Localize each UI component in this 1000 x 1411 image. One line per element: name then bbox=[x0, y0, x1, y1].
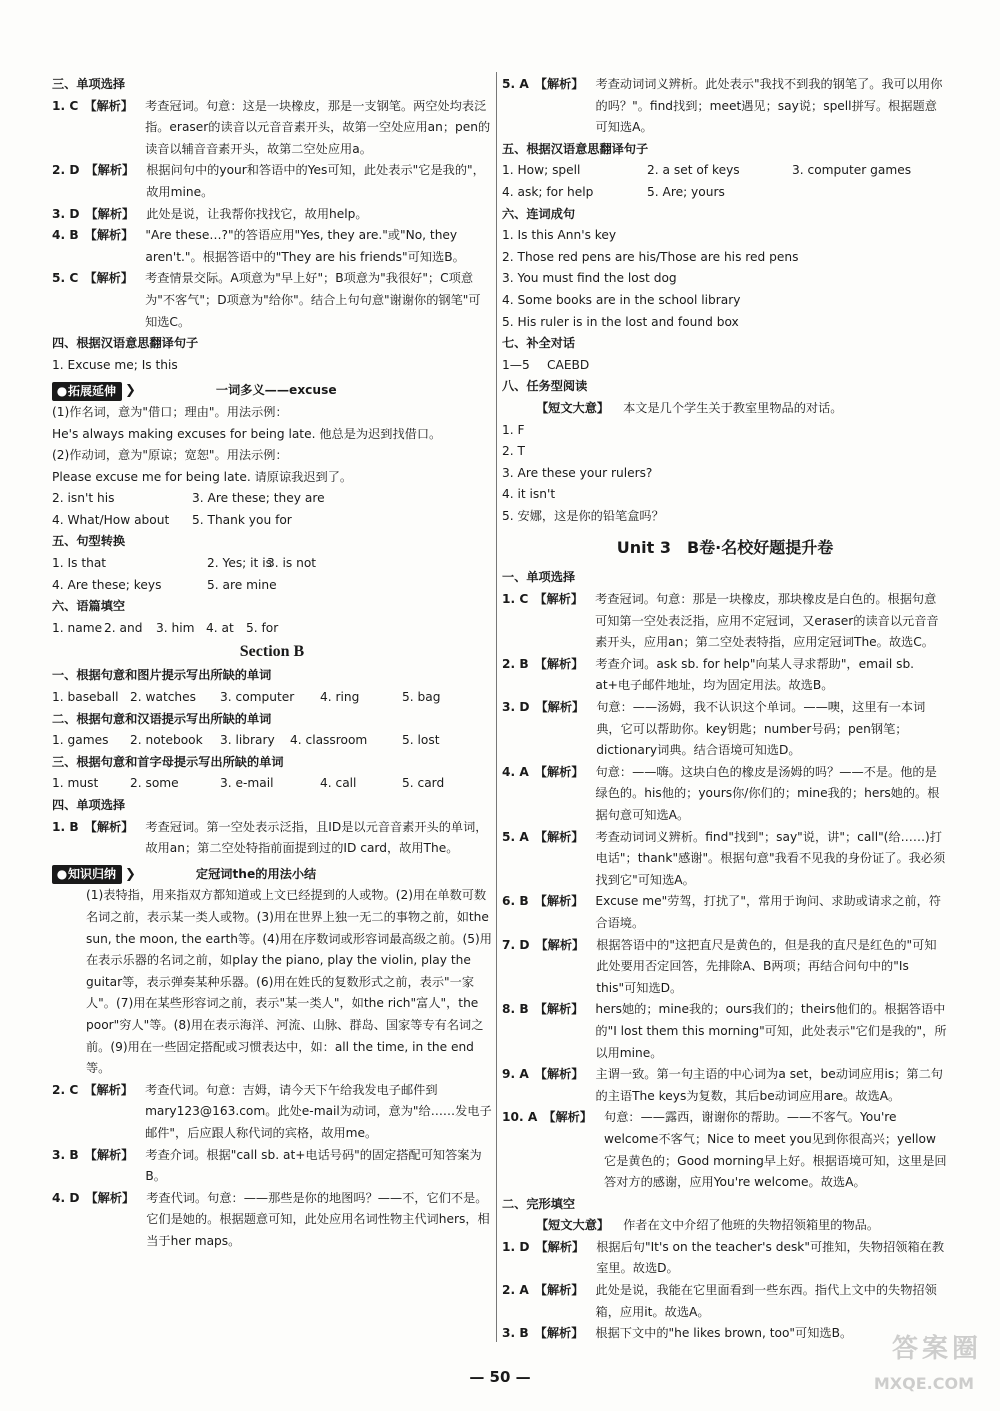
answer-cell: 1. Is that bbox=[52, 556, 107, 571]
answer-line: 2. T bbox=[502, 444, 525, 459]
answer-cell: 1. games bbox=[52, 733, 109, 748]
answer-line: 2. Those red pens are his/Those are his red pens bbox=[502, 249, 799, 264]
answer-line: (1)作名词，意为"借口；理由"。用法示例： bbox=[52, 404, 288, 419]
right-column bbox=[502, 74, 948, 1345]
answer-row bbox=[52, 575, 492, 597]
knowledge-text: (1)表特指，用来指双方都知道或上文已经提到的人或物。(2)用在单数可数名词之前，表示某一类人或物。(3)用在世界上独一无二的事物之前，如the sun, the moon, the earth等。(4)用在序数词或形容词最高级之前。(5)用在表示乐器的名词之前，如play the piano, play the violin, play the guitar等，表示弹奏某种乐器。(6)用在姓氏的复数形式之前，表示"一家人"。(7)用在某些形容词之前，表示"某一类人"，如the rich"富人"，the poor"穷人"等。(8)用在表示海洋、河流、山脉、群岛、国家等专有名词之前。(9)用在一些固定搭配或习惯表达中，如：all the time, in the end等。 bbox=[86, 888, 492, 1076]
section-heading: 四、根据汉语意思翻译句子 bbox=[52, 336, 199, 351]
analysis-tag: 【解析】 bbox=[84, 271, 134, 286]
answer-cell: 1. name bbox=[52, 620, 103, 635]
watermark-logo bbox=[832, 1334, 982, 1399]
answer-item bbox=[52, 96, 492, 161]
answer-cell: CAEBD bbox=[547, 357, 590, 372]
analysis-text: 考查冠词。第一空处表示泛指，且ID是以元音音素开头的单词，故用an；第二空处特指前面提到过的ID card，故用The。 bbox=[145, 819, 488, 856]
analysis-tag: 【解析】 bbox=[534, 894, 584, 909]
answer-number: 5. C bbox=[52, 271, 79, 286]
answer-item bbox=[502, 827, 948, 892]
answer-item bbox=[52, 817, 492, 860]
analysis-text: 句意：——嗨。这块白色的橡皮是汤姆的吗？——不是。他的是绿色的。his他的；yours你/你们的；mine我的；hers她的。根据句意可知选A。 bbox=[595, 764, 940, 822]
analysis-tag: 【解析】 bbox=[534, 592, 584, 607]
answer-item bbox=[502, 1064, 948, 1107]
answer-number: 3. B bbox=[52, 1147, 79, 1162]
analysis-tag: 【解析】 bbox=[85, 163, 135, 178]
answer-number: 9. A bbox=[502, 1067, 529, 1082]
analysis-text: 根据问句中的your和答语中的Yes可知，此处表示"它是我的"，故用mine。 bbox=[146, 163, 485, 199]
answer-row bbox=[52, 510, 492, 532]
analysis-text: Excuse me"劳驾，打扰了"，常用于询问、求助或请求之前，符合语境。 bbox=[595, 894, 941, 930]
answer-row bbox=[52, 730, 492, 752]
analysis-tag: 【解析】 bbox=[534, 77, 584, 91]
answer-cell: 1. must bbox=[52, 776, 99, 791]
analysis-tag: 【解析】 bbox=[85, 1190, 135, 1205]
analysis-text: 考查代词。句意：吉姆，请今天下午给我发电子邮件到mary123@163.com。此处e-mail为动词，意为"给……发电子邮件"，后应跟人称代词的宾格，故用me。 bbox=[145, 1082, 492, 1140]
analysis-text: "Are these…?"的答语应用"Yes, they are."或"No, they aren't."。根据答语中的"They are his friends"可知选B。 bbox=[145, 228, 465, 264]
section-heading: 二、完形填空 bbox=[502, 1196, 576, 1211]
box-label bbox=[52, 382, 122, 401]
answer-number: 5. A bbox=[502, 829, 529, 844]
answer-cell: 1. baseball bbox=[52, 690, 119, 705]
summary-block bbox=[502, 1215, 948, 1237]
analysis-tag: 【解析】 bbox=[535, 937, 585, 952]
answer-number: 8. B bbox=[502, 1002, 529, 1017]
analysis-text: 考查介词。根据"call sb. at+电话号码"的固定搭配可知答案为B。 bbox=[145, 1147, 482, 1184]
analysis-tag: 【解析】 bbox=[85, 206, 135, 221]
analysis-text: 根据答语中的"这把直尺是黄色的，但是我的直尺是红色的"可知此处要用否定回答，先排除A、B两项；再结合问句中的"Is this"可知选D。 bbox=[596, 937, 937, 995]
box-label bbox=[52, 865, 122, 884]
answer-number: 4. A bbox=[502, 764, 529, 779]
analysis-tag: 【解析】 bbox=[534, 1283, 584, 1298]
answer-row bbox=[52, 773, 492, 795]
answer-item bbox=[502, 74, 948, 139]
answer-line: He's always making excuses for being late. 他总是为迟到找借口。 bbox=[52, 426, 442, 441]
section-heading: 一、根据句意和图片提示写出所缺的单词 bbox=[52, 668, 272, 683]
answer-item bbox=[502, 762, 948, 827]
answer-cell: 4. Are these; keys bbox=[52, 577, 162, 592]
unit-title: Unit 3 B卷·名校好题提升卷 bbox=[616, 538, 834, 558]
chevron-right-icon: ❯ bbox=[125, 866, 136, 882]
answer-number: 1. C bbox=[502, 592, 529, 607]
answer-number: 1. C bbox=[52, 98, 79, 113]
analysis-tag: 【解析】 bbox=[534, 656, 584, 671]
section-heading: 六、语篇填空 bbox=[52, 599, 126, 614]
analysis-text: 考查动词词义辨析。find"找到"；say"说，讲"；call"(给……)打电话"；thank"感谢"。根据句意"我看不见我的身份证了。我必须找到它"可知选A。 bbox=[595, 829, 946, 887]
box-topic: 一词多义——excuse bbox=[215, 383, 337, 398]
answer-item bbox=[52, 268, 492, 333]
answer-cell: 4. ring bbox=[320, 690, 360, 705]
analysis-text: 根据下文中的"he likes brown, too"可知选B。 bbox=[595, 1326, 853, 1341]
analysis-tag: 【解析】 bbox=[535, 1239, 585, 1254]
answer-row bbox=[52, 687, 492, 709]
answer-line: 5. 安娜，这是你的铅笔盒吗？ bbox=[502, 508, 664, 523]
answer-number: 5. A bbox=[502, 77, 529, 91]
answer-line: 4. it isn't bbox=[502, 487, 556, 502]
analysis-text: 考查情景交际。A项意为"早上好"；B项意为"我很好"；C项意为"不客气"；D项意为"给你"。结合上句句意"谢谢你的钢笔"可知选C。 bbox=[145, 271, 481, 329]
answer-item bbox=[502, 697, 948, 762]
answer-cell: 2. a set of keys bbox=[647, 163, 740, 178]
answer-item bbox=[502, 1107, 948, 1193]
summary-block bbox=[502, 398, 948, 420]
box-header bbox=[52, 380, 492, 402]
answer-line: (2)作动词，意为"原谅；宽恕"。用法示例： bbox=[52, 448, 288, 463]
answer-number: 2. C bbox=[52, 1082, 79, 1097]
summary-label: 【短文大意】 bbox=[536, 1218, 610, 1233]
section-heading: 二、根据句意和汉语提示写出所缺的单词 bbox=[52, 711, 272, 726]
answer-item bbox=[52, 204, 492, 226]
answer-row bbox=[502, 160, 948, 182]
analysis-tag: 【解析】 bbox=[84, 819, 134, 834]
answer-cell: 3. library bbox=[220, 733, 275, 748]
box-label-text: 拓展延伸 bbox=[68, 383, 117, 398]
answer-line: 5. His ruler is in the lost and found box bbox=[502, 314, 739, 329]
analysis-tag: 【解析】 bbox=[534, 1067, 584, 1082]
analysis-tag: 【解析】 bbox=[534, 1326, 584, 1341]
analysis-tag: 【解析】 bbox=[84, 228, 134, 243]
answer-cell: 2. some bbox=[130, 776, 179, 791]
analysis-text: 根据后句"It's on the teacher's desk"可推知，失物招领箱在教室里。故选D。 bbox=[596, 1239, 945, 1276]
answer-line: 1. F bbox=[502, 422, 525, 437]
analysis-text: 考查冠词。句意：这是一块橡皮，那是一支钢笔。两空处均表泛指。eraser的读音以元音音素开头，故第一空处应用an；pen的读音以辅音音素开头，故第二空处应用a。 bbox=[145, 98, 491, 156]
answer-cell: 5. lost bbox=[402, 733, 440, 748]
answer-row bbox=[502, 182, 948, 204]
answer-cell: 2. watches bbox=[130, 690, 196, 705]
answer-item bbox=[502, 654, 948, 697]
answer-number: 4. D bbox=[52, 1190, 80, 1205]
analysis-tag: 【解析】 bbox=[84, 1147, 134, 1162]
column-divider bbox=[496, 72, 497, 1342]
analysis-tag: 【解析】 bbox=[84, 98, 134, 113]
answer-line: 1. Excuse me; Is this bbox=[52, 357, 178, 372]
analysis-text: hers她的；mine我的；ours我们的；theirs他们的。根据答语中的"I lost them this morning"可知，此处表示"它们是我的"，所以用mine。 bbox=[595, 1002, 947, 1060]
answer-line: 1. Is this Ann's key bbox=[502, 228, 617, 243]
section-heading: 三、单项选择 bbox=[52, 77, 126, 91]
answer-item bbox=[502, 999, 948, 1064]
answer-cell: 5. Thank you for bbox=[192, 512, 292, 527]
bulb-icon: ● bbox=[56, 867, 68, 882]
summary-text: 本文是几个学生关于教室里物品的对话。 bbox=[623, 400, 843, 415]
answer-item bbox=[502, 589, 948, 654]
answer-number: 1. D bbox=[502, 1239, 530, 1254]
answer-cell: 5. Are; yours bbox=[647, 184, 725, 199]
analysis-text: 句意：——汤姆，我不认识这个单词。——噢，这里有一本词典，它可以帮助你。key钥匙；number号码；pen钢笔；dictionary词典。结合语境可知选D。 bbox=[596, 700, 926, 758]
answer-item bbox=[52, 1080, 492, 1145]
answer-cell: 3. him bbox=[156, 620, 195, 635]
analysis-text: 主谓一致。第一句主语的中心词为a set，be动词应用is；第二句的主语The keys为复数，其后be动词应用are。故选A。 bbox=[595, 1067, 943, 1103]
answer-cell: 3. Are these; they are bbox=[192, 491, 325, 506]
section-heading: 三、根据句意和首字母提示写出所缺的单词 bbox=[52, 754, 284, 769]
answer-line: Please excuse me for being late. 请原谅我迟到了。 bbox=[52, 469, 353, 484]
answer-row bbox=[52, 488, 492, 510]
box-label-text: 知识归纳 bbox=[68, 867, 117, 882]
watermark-text: 答案圈 bbox=[891, 1334, 982, 1364]
analysis-text: 考查介词。ask sb. for help"向某人寻求帮助"，email sb. at+电子邮件地址，均为固定用法。故选B。 bbox=[595, 656, 915, 693]
analysis-text: 句意：——露西，谢谢你的帮助。——不客气。You're welcome不客气；Nice to meet you见到你很高兴；yellow它是黄色的；Good morning早上好。根据语境可知，这里是回答对方的感谢，应用You're welcome。故选A。 bbox=[604, 1110, 947, 1190]
box-topic: 定冠词the的用法小结 bbox=[195, 866, 317, 881]
answer-number: 10. A bbox=[502, 1110, 538, 1125]
answer-cell: 5. bag bbox=[402, 690, 441, 705]
chevron-right-icon: ❯ bbox=[125, 383, 136, 399]
answer-row bbox=[52, 618, 492, 640]
analysis-tag: 【解析】 bbox=[84, 1082, 134, 1097]
answer-number: 2. D bbox=[52, 163, 80, 178]
answer-cell: 5. card bbox=[402, 776, 445, 791]
answer-number: 2. B bbox=[502, 656, 529, 671]
answer-number: 3. D bbox=[502, 700, 530, 715]
answer-cell: 1—5 bbox=[502, 357, 530, 372]
answer-cell: 1. How; spell bbox=[502, 163, 581, 178]
analysis-text: 考查冠词。句意：那是一块橡皮，那块橡皮是白色的。根据句意可知第一空处表泛指，应用不定冠词，又eraser的读音以元音音素开头，应用an；第二空处表特指，应用定冠词The。故选C。 bbox=[595, 592, 939, 650]
analysis-tag: 【解析】 bbox=[534, 1002, 584, 1017]
answer-row bbox=[502, 355, 948, 377]
answer-cell: 2. Yes; it is bbox=[207, 556, 272, 571]
answer-item bbox=[502, 1280, 948, 1323]
answer-cell: 5. are mine bbox=[207, 577, 277, 592]
answer-number: 3. D bbox=[52, 206, 80, 221]
left-column bbox=[52, 74, 492, 1252]
analysis-tag: 【解析】 bbox=[543, 1110, 593, 1125]
box-header bbox=[52, 864, 492, 886]
answer-item bbox=[52, 225, 492, 268]
analysis-text: 此处是说，让我帮你找找它，故用help。 bbox=[146, 206, 368, 221]
section-title: Section B bbox=[239, 643, 305, 661]
answer-item bbox=[502, 891, 948, 934]
answer-cell: 4. at bbox=[206, 620, 234, 635]
answer-cell: 3. computer games bbox=[792, 163, 912, 178]
analysis-tag: 【解析】 bbox=[534, 829, 584, 844]
answer-cell: 2. and bbox=[104, 620, 143, 635]
answer-number: 3. B bbox=[502, 1326, 529, 1341]
answer-number: 6. B bbox=[502, 894, 529, 909]
answer-item bbox=[52, 160, 492, 203]
answer-line: 3. You must find the lost dog bbox=[502, 271, 677, 286]
section-heading: 五、根据汉语意思翻译句子 bbox=[502, 141, 649, 156]
answer-cell: 3. is not bbox=[267, 556, 317, 571]
page-number: — 50 — bbox=[469, 1368, 531, 1386]
answer-row bbox=[52, 553, 492, 575]
answer-cell: 4. classroom bbox=[290, 733, 368, 748]
answer-line: 3. Are these your rulers? bbox=[502, 465, 653, 480]
answer-number: 7. D bbox=[502, 937, 530, 952]
answer-cell: 4. call bbox=[320, 776, 357, 791]
answer-cell: 2. notebook bbox=[130, 733, 203, 748]
section-heading: 六、连词成句 bbox=[502, 206, 576, 221]
summary-label: 【短文大意】 bbox=[536, 400, 610, 415]
answer-cell: 5. for bbox=[246, 620, 279, 635]
analysis-tag: 【解析】 bbox=[535, 700, 585, 715]
answer-cell: 3. e-mail bbox=[220, 776, 274, 791]
section-heading: 七、补全对话 bbox=[502, 336, 576, 351]
answer-cell: 4. ask; for help bbox=[502, 184, 594, 199]
analysis-text: 考查代词。句意：——那些是你的地图吗？——不，它们不是。它们是她的。根据题意可知，此处应用名词性物主代词hers，相当于her maps。 bbox=[146, 1190, 490, 1248]
answer-number: 1. B bbox=[52, 819, 79, 834]
answer-item bbox=[52, 1145, 492, 1188]
analysis-tag: 【解析】 bbox=[534, 764, 584, 779]
section-heading: 一、单项选择 bbox=[502, 570, 576, 585]
answer-item bbox=[52, 1188, 492, 1253]
bulb-icon: ● bbox=[56, 383, 68, 398]
answer-number: 2. A bbox=[502, 1283, 529, 1298]
answer-cell: 3. computer bbox=[220, 690, 295, 705]
answer-number: 4. B bbox=[52, 228, 79, 243]
answer-cell: 2. isn't his bbox=[52, 491, 115, 506]
section-heading: 四、单项选择 bbox=[52, 798, 126, 812]
answer-line: 4. Some books are in the school library bbox=[502, 292, 741, 307]
watermark-url: MXQE.COM bbox=[873, 1374, 974, 1393]
answer-item bbox=[502, 1237, 948, 1280]
answer-item bbox=[502, 935, 948, 1000]
answer-cell: 4. What/How about bbox=[52, 512, 170, 527]
analysis-text: 考查动词词义辨析。此处表示"我找不到我的钢笔了。我可以用你的吗？"。find找到；meet遇见；say说；spell拼写。根据题意可知选A。 bbox=[595, 77, 943, 135]
summary-text: 作者在文中介绍了他班的失物招领箱里的物品。 bbox=[623, 1218, 880, 1233]
section-heading: 五、句型转换 bbox=[52, 534, 126, 549]
analysis-text: 此处是说，我能在它里面看到一些东西。指代上文中的失物招领箱，应用it。故选A。 bbox=[595, 1283, 937, 1319]
section-heading: 八、任务型阅读 bbox=[502, 379, 588, 394]
